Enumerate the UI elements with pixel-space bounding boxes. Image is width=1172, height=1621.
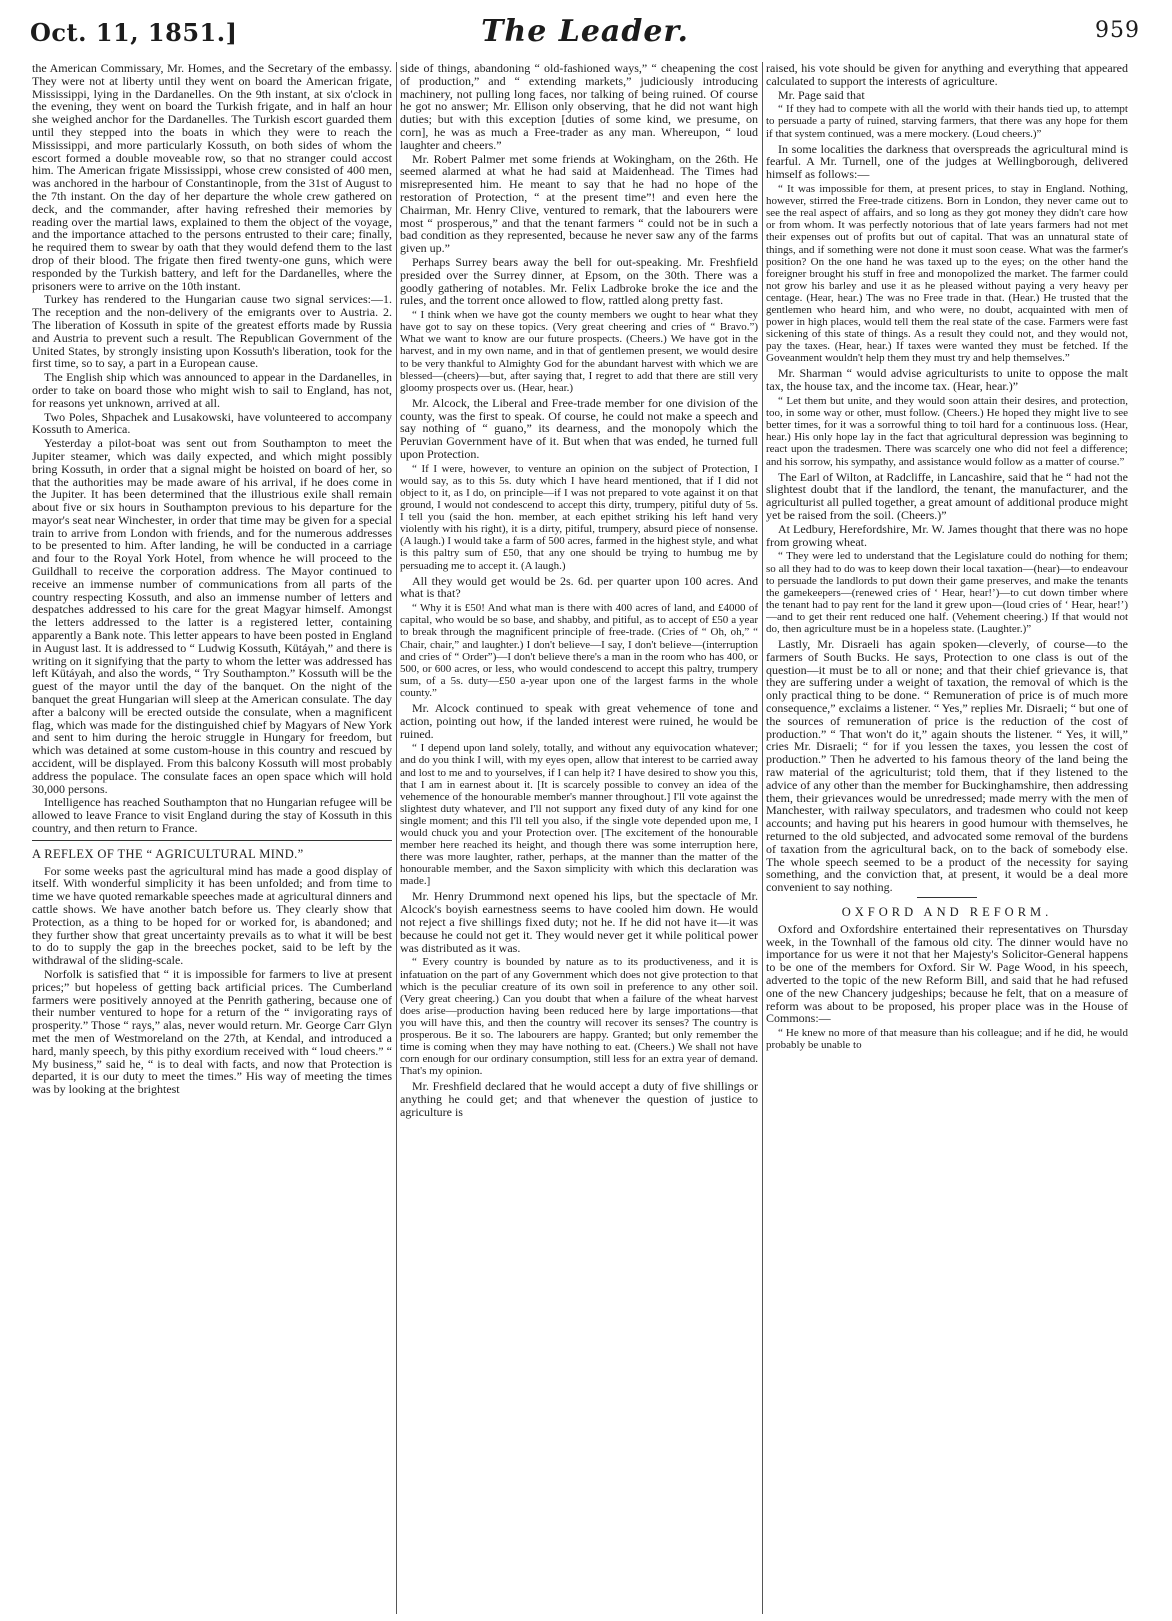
paragraph: Mr. Page said that (778, 87, 865, 102)
paragraph: Intelligence has reached Southampton that no Hungarian refugee will be allowed to leave France to visit England during the stay of Kossuth in this country, and then return to France. (32, 795, 392, 836)
paragraph: Turkey has rendered to the Hungarian cause two signal services:—1. The reception and the non-delivery of the emigrants over to Austria. 2. The liberation of Kossuth in spite of the greatest efforts made by Russia and Austria to prevent such a result. The Republican Government of the United States, by strongly insisting upon Kossuth's liberation, took for the first time, so to say, a part in a European cause. (32, 292, 392, 371)
quotation: “ If I were, however, to venture an opinion on the subject of Protection, I would say, as to this 5s. duty which I have heard mentioned, that if I did not object to it, as I do, on principle—if I was not prepared to vote against it on that ground, I would not condescend to accept this dirty, trumpery, pitiful duty of 5s. I tell you (said the hon. member, at each epithet striking his left hand very violently with his right), it is a dirty, pitiful, trumpery, absurd piece of nonsense. (A laugh.) I would take a farm of 500 acres, farmed in the highest style, and what is this paltry sum of £50, that any one should be trying to humbug me by persuading me to accept it. (A laugh.) (400, 462, 758, 572)
quotation: “ They were led to understand that the Legislature could do nothing for them; so all they had to do was to keep down their local taxation—(hear)—to endeavour to persuade the landlords to put down their game preserves, and make the tenants the gamekeepers—(renewed cries of ‘ Hear, hear!’)—to cut down timber where the tenant had to pay rent for the land it grew upon—(loud cries of ‘ Hear, hear!’)—and to get their rent reduced one half. (Vehement cheering.) If that would not do, then agriculture must be in a hopeless state. (Laughter.)” (766, 550, 1128, 635)
column-rule (762, 62, 763, 1614)
newspaper-title: The Leader. (481, 14, 689, 49)
column-1 (32, 62, 392, 1614)
column-2 (400, 62, 758, 1614)
paragraph: Mr. Alcock, the Liberal and Free-trade member for one division of the county, was the first to speak. Of course, he could not make a speech and say nothing of “ guano,” its dearness, and the monopoly which the Peruvian Government have of it. But when that was ended, he turned full upon Protection. (400, 395, 758, 461)
paragraph: Perhaps Surrey bears away the bell for out-speaking. Mr. Freshfield presided over the Surrey dinner, at Epsom, on the 30th. There was a goodly gathering of notables. Mr. Felix Ladbroke broke the ice and the rules, and the torrent once allowed to flow, rattled along pretty fast. (400, 254, 758, 308)
quotation: “ If they had to compete with all the world with their hands tied up, to attempt to persuade a party of ruined, starving farmers, that there was any hope for them if that system continued, was a mere mockery. (Loud cheers.)” (766, 103, 1128, 140)
masthead (30, 10, 1140, 58)
article-heading: OXFORD AND REFORM. (841, 905, 1053, 919)
article-heading: A REFLEX OF THE “ AGRICULTURAL MIND.” (32, 846, 304, 861)
paragraph: side of things, abandoning “ old-fashioned ways,” “ cheapening the cost of production,” and “ extending markets,” judiciously introducing machinery, not pulling long faces, nor talking of being ruined. Of course he got no answer; Mr. Ellison only observing, that he did not want high duties; but with this exception [duties of some kind, we presume, on corn], he was as much a Free-trader as any man. Whereupon, “ loud laughter and cheers.” (400, 62, 758, 152)
paragraph: Mr. Henry Drummond next opened his lips, but the spectacle of Mr. Alcock's boyish earnestness seems to have cooled him down. He would not reject a five shillings fixed duty; not he. If he did not have it—it was because he could not get it. They would never get it while political power was distributed as it was. (400, 889, 758, 955)
paragraph: Mr. Robert Palmer met some friends at Wokingham, on the 26th. He seemed alarmed at what he had said at Maidenhead. The Times had misrepresented him. He meant to say that he had no hope of the restoration of Protection, “ at the present time”! and even here the Chairman, Mr. Henry Clive, ventured to remark, that the labourers were most “ prosperous,” and that the tenant farmers “ could not be in such a bad condition as they represented, because he never saw any of the farms given up.” (400, 151, 758, 256)
paragraph: At Ledbury, Herefordshire, Mr. W. James thought that there was no hope from growing wheat. (766, 521, 1128, 549)
quotation: “ Why it is £50! And what man is there with 400 acres of land, and £4000 of capital, who would be so base, and shabby, and pitiful, as to accept of £50 a year to break through the magnificent principle of free-trade. (Cries of “ Oh, oh,” “ Chair, chair,” and laughter.) I don't believe—I say, I don't believe—(interruption and cries of “ Order”)—I don't believe there's a man in the room who has 400, or 500, or 600 acres, or less, who would condescend to accept this paltry, trumpery sum, of a 5s. duty—£50 a-year upon one of the largest farms in the whole county.” (400, 602, 758, 699)
column-3 (766, 62, 1128, 1614)
quotation: “ Every country is bounded by nature as to its productiveness, and it is infatuation on the part of any Government which does not give protection to that which is the peculiar creature of its own soil in preference to any other soil. (Very great cheering.) Can you doubt that when a failure of the wheat harvest does arise—production having been reduced here by large importations—that you will have this, and then the country will recover its senses? The country is prosperous. Be it so. The labourers are happy. Granted; but only remember the time is coming when they may have nothing to eat. (Cheers.) We shall not have corn enough for our ordinary consumption, still less for an extra year of demand. That's my opinion. (400, 956, 758, 1078)
page-number: 959 (1095, 18, 1140, 43)
paragraph: Mr. Alcock continued to speak with great vehemence of tone and action, pointing out how, if the landed interest were ruined, he would be ruined. (400, 700, 758, 741)
section-divider (917, 897, 977, 898)
paragraph: Mr. Freshfield declared that he would accept a duty of five shillings or anything he could get; and that whenever the question of justice to agriculture is (400, 1079, 758, 1119)
column-rule (396, 62, 397, 1614)
paragraph: Yesterday a pilot-boat was sent out from Southampton to meet the Jupiter steamer, which was daily expected, and which might possibly bring Kossuth, in order that a signal might be hoisted on board of her, so that the authorities may be made aware of his arrival, if he does come in the Jupiter. It has been determined that the illustrious exile shall remain about five or six hours in Southampton previous to his departure for the mayor's seat near Winchester, in order that time may be given for a special train to arrive from London with friends, and for the numerous addresses to be presented to him. After landing, he will be conducted in a carriage and four to the Royal York Hotel, from whence he will proceed to the Guildhall to receive the corporation address. The Mayor continued to receive an immense number of communications from all parts of the country respecting Kossuth, and also an immense number of letters and despatches addressed to his care for the great Magyar himself. Amongst the letters addressed to the latter is a registered letter, containing apparently a Bank note. This letter appears to have been posted in England in August last. It is addressed to “ Ludwig Kossuth, Kütáyah,” and there is writing on it signifying that the party to whom the letter was addressed has left Kütáyah, and also the words, “ Try Southampton.” Kossuth will be the guest of the mayor until the day of the banquet. On the night of the banquet the great Hungarian will sleep at the American consulate. The day after a balcony will be erected outside the consulate, when a magnificent flag, which was made for the distinguished chief by Magyars of New York and sent to him during the heroic struggle in Hungary for freedom, but which was detained at some custom-house in this country and rescued by accident, will be displayed. From this balcony Kossuth will most probably address the populace. The consulate faces an open space which will hold 30,000 persons. (32, 436, 392, 796)
paragraph: The Earl of Wilton, at Radcliffe, in Lancashire, said that he “ had not the slightest doubt that if the landlord, the tenant, the manufacturer, and the agriculturist all pulled together, a great amount of additional produce might yet be raised from the soil. (Cheers.)” (766, 469, 1128, 523)
paragraph: All they would get would be 2s. 6d. per quarter upon 100 acres. And what is that? (400, 573, 758, 601)
paragraph: Two Poles, Shpachek and Lusakowski, have volunteered to accompany Kossuth to America. (32, 409, 392, 437)
issue-date: Oct. 11, 1851.] (30, 18, 238, 47)
paragraph: The English ship which was announced to appear in the Dardanelles, in order to take on board those who might wish to sail to England, has not, for reasons yet unknown, arrived at all. (32, 370, 392, 410)
paragraph: Norfolk is satisfied that “ it is impossible for farmers to live at present prices;” but hopeless of getting back artificial prices. The Cumberland farmers were positively annoyed at the Penrith gathering, because one of their number ventured to hope for a return of the “ invigorating rays of prosperity.” Those “ rays,” alas, never would return. Mr. George Carr Glyn met the men of Westmoreland on the 27th, at Kendal, and introduced a hard, manly speech, by this pithy exordium received with “ loud cheers.” “ My business,” said he, “ is to deal with facts, and now that Protection is departed, it is our duty to meet the times.” His way of meeting the times was by looking at the brightest (32, 966, 392, 1097)
quotation: “ It was impossible for them, at present prices, to stay in England. Nothing, however, stirred the Free-trade citizens. Born in London, they never came out to see the real aspect of affairs, and so long as they got money they didn't care how or from whom. It was perfectly notorious that of late years farmers had not met their expenses out of profits but out of capital. That was an unnatural state of things, and if something were not done it must soon cease. What was the farmer's position? On the one hand he was taxed up to the eyes; on the other hand the foreigner brought his stuff in free and monopolized the market. The farmer could not grow his barley and use it as he pleased without paying a very heavy per centage. (Hear, hear.) The was no Free trade in that. (Hear.) He trusted that the gentlemen who heard him, and who were, no doubt, acquainted with men of power in high places, would tell them the real state of the case. Farmers were fast sickening of this state of things. As a result they could not, and they would not, pay the taxes. (Hear, hear.) If taxes were wanted they must be fetched. If the Goveanment wouldn't help them they must try and help themselves.” (766, 183, 1128, 365)
quotation: “ Let them but unite, and they would soon attain their desires, and protection, too, in some way or other, must follow. (Cheers.) He hoped they might live to see better times, for it was a sorrowful thing to toil hard for a continuous loss. (Hear, hear.) His only hope lay in the fact that agricultural depression was beginning to react upon the tradesmen. There was scarcely one who did not feel a difference; and his sorrow, his sympathy, and assistance would follow as a matter of course.” (766, 395, 1128, 468)
quotation: “ I depend upon land solely, totally, and without any equivocation whatever; and do you think I will, with my eyes open, allow that interest to be carried away and lost to me and to yourselves, if I can help it? I have desired to show you this, that I am in earnest about it. [It is scarcely possible to convey an idea of the vehemence of the honourable member's manner throughout.] I'll vote against the slightest duty whatever, and I'll not support any fixed duty of any kind for one single moment; and this I'll tell you also, if the single vote depended upon me, I would chuck you and your Protection over. [The excitement of the honourable member here reached its height, and though there was some interruption here, there was more laughter, rather, perhaps, at the manner than the matter of the honourable member, and the Saxon simplicity with which this declaration was made.] (400, 742, 758, 888)
paragraph: raised, his vote should be given for anything and everything that appeared calculated to support the interests of agriculture. (766, 62, 1128, 88)
paragraph: Mr. Sharman “ would advise agriculturists to unite to oppose the malt tax, the house tax, and the income tax. (Hear, hear.)” (766, 366, 1128, 394)
paragraph: Oxford and Oxfordshire entertained their representatives on Thursday week, in the Townhall of the famous old city. The dinner would have no importance for us were it not that her Majesty's Solicitor-General happens to be one of the members for Oxford. Sir W. Page Wood, in his speech, adverted to the topic of the new Reform Bill, and said that he had refused one of the new Chancery judgeships; because he felt, that on a measure of reform was about to be proposed, his proper place was in the House of Commons:— (766, 921, 1128, 1026)
paragraph: For some weeks past the agricultural mind has made a good display of itself. With wonderful simplicity it has been unfolded; and from time to time we have quoted remarkable speeches made at agricultural dinners and cattle shows. We have another batch before us. They clearly show that Protection, as a thing to be hoped for or worked for, is abandoned; and they further show that great uncertainty prevails as to what it will be best to do to supply the gap in the breeches pocket, said to be left by the withdrawal of the sliding-scale. (32, 863, 392, 968)
quotation: “ I think when we have got the county members we ought to hear what they have got to say on these topics. (Very great cheering and cries of “ Bravo.”) What we want to know are our future prospects. (Cheers.) We have got in the harvest, and in my own name, and in that of gentlemen present, we would desire to be very thankful to Almighty God for the abundant harvest with which we are blessed—(cheers)—but, after saying that, I regret to add that there are still very gloomy prospects over us. (Hear, hear.) (400, 309, 758, 394)
paragraph: In some localities the darkness that overspreads the agricultural mind is fearful. A Mr. Turnell, one of the judges at Wellingborough, delivered himself as follows:— (766, 141, 1128, 182)
section-divider (32, 840, 392, 841)
quotation: “ He knew no more of that measure than his colleague; and if he did, he would probably be unable to (766, 1027, 1128, 1052)
paragraph: Lastly, Mr. Disraeli has again spoken—cleverly, of course—to the farmers of South Bucks. He says, Protection to one class is out of the question—it must be to all or none; and that their chief grievance is, that they are suffering under a weight of taxation, the removal of which is the only practical thing to be done. “ Remuneration of price is of much more consequence,” exclaims a listener. “ Yes,” replies Mr. Disraeli; “ but one of the sources of remuneration of price is the reduction of the cost of production.” “ That won't do it,” again shouts the listener. “ Yes, it will,” cries Mr. Disraeli; “ for if you lessen the taxes, you lessen the cost of production.” Then he adverted to his famous theory of the land being the raw material of the agriculturist; told them, that if they listened to the advice of any other than the member for Buckinghamshire, then addressing them, their grievances would be unredressed; made merry with the men of Manchester, with railway speculators, and tradesmen who could not keep accounts; and having put his hearers in good humour with themselves, he returned to the old subjected, and advocated some removal of the burdens of taxation from the agricultural back, on to the back of somebody else. The whole speech seemed to be a product of the necessity for saying something, and the conviction that, at present, it would be a deal more convenient to say nothing. (766, 637, 1128, 895)
paragraph: the American Commissary, Mr. Homes, and the Secretary of the embassy. They were not at liberty until they went on board the American frigate, Mississippi, lying in the Dardanelles. On the 9th instant, at six o'clock in the evening, they went on board the Turkish frigate, and in half an hour she weighed anchor for the Dardanelles. The Turkish escort guarded them until they stepped into the boats in which they were to reach the Mississippi, and more particularly Kossuth, on both sides of whom the escort formed a double moveable row, so that no stranger could accost him. The American frigate Mississippi, whose crew consisted of 400 men, was anchored in the harbour of Constantinople, from the 31st of August to the 7th instant. On the day of her departure the whole crew gathered on deck, and the commander, after having refreshed their memories by reading over the martial laws, explained to them the object of the voyage, and the importance attached to the persons entrusted to their care; finally, he required them to swear by oath that they would defend them to the last drop of their blood. The frigate then fired twenty-one guns, which were responded by the Turkish battery, and left for the Dardanelles, where the prisoners were to arrive on the 10th instant. (32, 62, 392, 293)
